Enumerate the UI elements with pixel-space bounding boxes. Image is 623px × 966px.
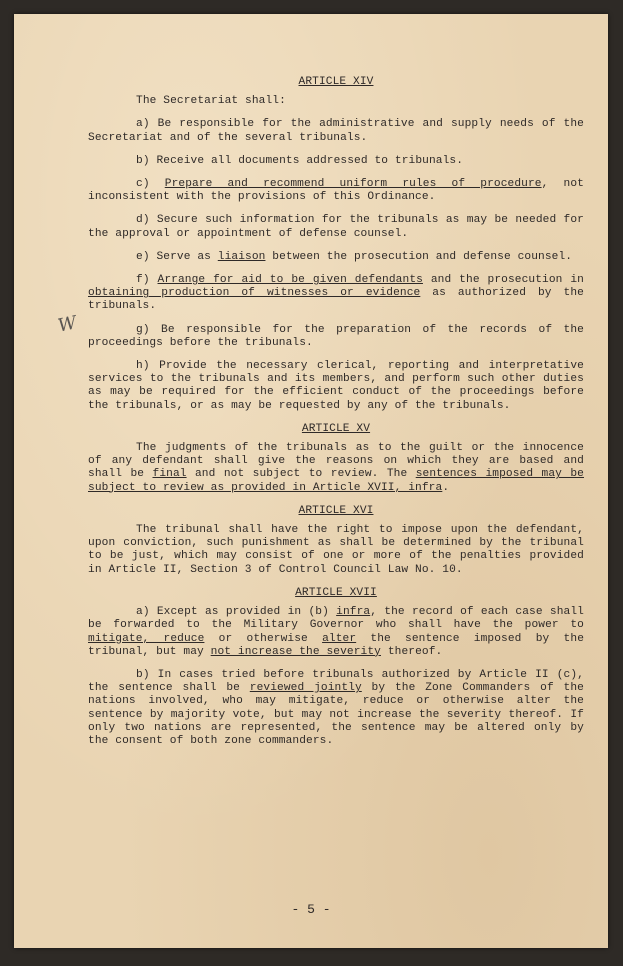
handwritten-margin-mark: W [56, 312, 79, 337]
text: The judgments of the tribunals as to the guilt or the innocence of any defendant shall give the reasons on which they are based and shall be [88, 442, 584, 481]
text: b) In cases tried before tribunals authorized by Article II (c), the sentence shall be [88, 668, 584, 695]
underlined-text: infra [336, 606, 371, 619]
article-14-heading: ARTICLE XIV [298, 76, 374, 88]
article-14-intro: The Secretariat shall: [136, 95, 286, 108]
text: as authorized by the tribunals. [88, 287, 584, 313]
page-number: - 5 - [291, 902, 331, 917]
underlined-text: liaison [217, 250, 266, 263]
text: between the prosecution and defense counsel. [265, 250, 573, 263]
text: thereof. [381, 645, 443, 658]
document-page [14, 14, 608, 948]
underlined-text: sentences imposed may be subject to review as provided in Article XVII, infra [88, 468, 584, 494]
article-15-heading: ARTICLE XV [301, 422, 371, 435]
underlined-text: not increase the severity [210, 645, 381, 658]
text: and the prosecution in [422, 274, 584, 287]
text: , not inconsistent with the provisions of this Ordinance. [88, 178, 584, 204]
text: a) Except as provided in (b) [136, 606, 337, 619]
text: or otherwise [204, 632, 323, 645]
article-17-heading: ARTICLE XVII [295, 586, 377, 599]
text: , the record of each case shall be forwarded to the Military Governor who shall have the power to [88, 606, 584, 632]
text: . [442, 481, 450, 494]
text: by the Zone Commanders of the nations involved, who may mitigate, reduce or otherwise alter the sentence by majority vote, but may not increase the severity thereof. If only two nations are represented, the sentence may be altered only by the consent of both zone commanders. [88, 682, 584, 747]
article-17-item-b [88, 669, 584, 748]
article-17-item-a [88, 606, 584, 659]
article-16-heading: ARTICLE XVI [298, 504, 374, 517]
text: the sentence imposed by the tribunal, but may [88, 632, 585, 658]
text: e) Serve as [136, 250, 218, 263]
underlined-text: reviewed jointly [249, 682, 362, 695]
text: c) [136, 178, 165, 191]
underlined-text: mitigate, reduce [88, 632, 205, 645]
article-14-item-c [88, 178, 584, 204]
underlined-text: alter [322, 632, 357, 645]
article-14-item-d: d) Secure such information for the tribunals as may be needed for the approval or appointment of defense counsel. [88, 214, 584, 240]
article-14-item-f [88, 274, 584, 314]
underlined-text: Arrange for aid to be given defendants [157, 274, 423, 287]
article-16-paragraph: The tribunal shall have the right to impose upon the defendant, upon conviction, such punishment as shall be determined by the tribunal to be just, which may consist of one or more of the penalties provided in Article II, Section 3 of Control Council Law No. 10. [88, 524, 584, 576]
underlined-text: Prepare and recommend uniform rules of procedure [164, 178, 542, 191]
text: f) [136, 274, 158, 287]
text: and not subject to review. The [186, 468, 416, 481]
underlined-text: obtaining production of witnesses or evidence [88, 287, 421, 300]
document-body [88, 76, 584, 758]
article-14-item-a: a) Be responsible for the administrative and supply needs of the Secretariat and of the several tribunals. [88, 118, 584, 144]
underlined-text: final [152, 468, 187, 481]
article-14-item-e [88, 251, 584, 264]
article-14-item-g: g) Be responsible for the preparation of the records of the proceedings before the tribunals. [88, 323, 584, 349]
article-15-paragraph [88, 442, 584, 495]
article-14-item-h: h) Provide the necessary clerical, reporting and interpretative services to the tribunals and its members, and perform such other duties as may be required for the efficient conduct of the proceedings before the tribunals, or as may be requested by any of the tribunals. [88, 360, 584, 412]
article-14-item-b: b) Receive all documents addressed to tribunals. [136, 154, 464, 167]
